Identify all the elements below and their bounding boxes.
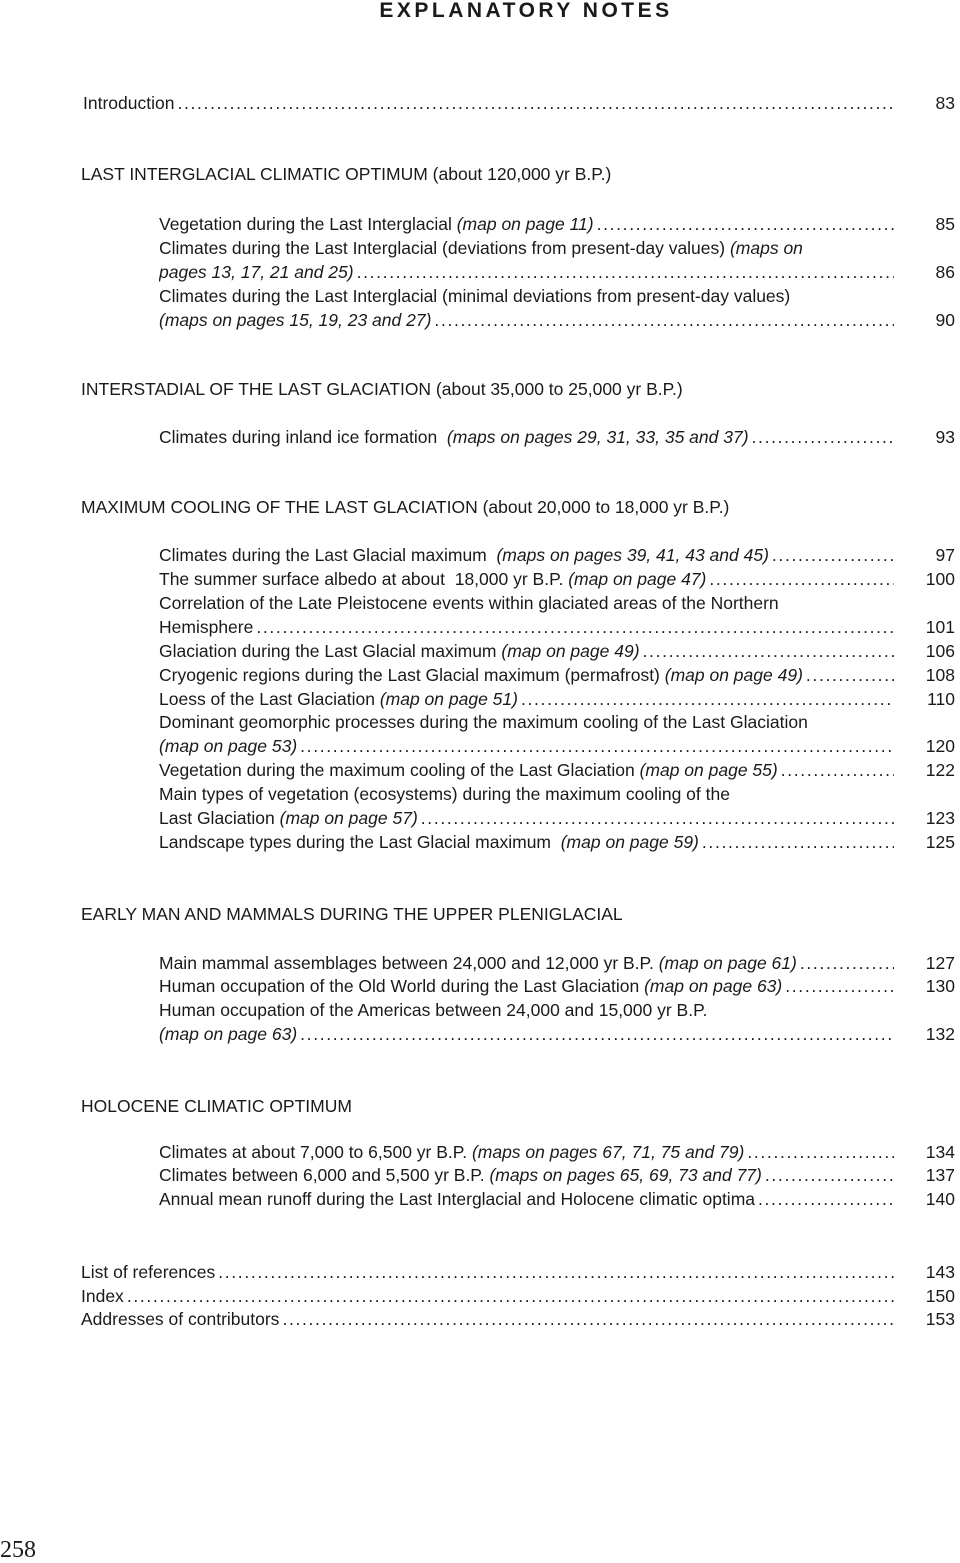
- page-ref: 150: [925, 1286, 955, 1306]
- page-ref: 130: [925, 976, 955, 996]
- page-title: EXPLANATORY NOTES: [379, 0, 673, 22]
- toc-entry[interactable]: [0, 260, 960, 284]
- toc-entry-row: [159, 543, 898, 567]
- toc-entry[interactable]: [0, 425, 960, 449]
- toc-entry[interactable]: [0, 974, 960, 998]
- entry-text: List of references: [81, 1262, 216, 1282]
- section-heading: LAST INTERGLACIAL CLIMATIC OPTIMUM (about 120,000 yr B.P.): [81, 164, 612, 184]
- page-ref: 106: [925, 641, 955, 661]
- entry-text-plain: Loess of the Last Glaciation: [159, 689, 380, 709]
- dot-leader: [282, 1307, 894, 1331]
- toc-entry[interactable]: [0, 687, 960, 711]
- toc-entry-row: [159, 1140, 898, 1164]
- entry-text-italic: (map on page 57): [279, 808, 418, 828]
- entry-text: [159, 308, 431, 332]
- entry-text-italic: (map on page 49): [501, 641, 640, 661]
- dot-leader: [597, 212, 894, 236]
- toc-entry[interactable]: [0, 212, 960, 236]
- entry-text-plain: Climates during the Last Glacial maximum: [159, 545, 497, 565]
- toc-entry-row: [159, 212, 898, 236]
- toc-entry[interactable]: [0, 543, 960, 567]
- entry-text: [159, 951, 797, 975]
- entry-text: [159, 734, 297, 758]
- entry-text-plain: Vegetation during the maximum cooling of the Last Glaciation: [159, 760, 640, 780]
- entry-text-plain: Vegetation during the Last Interglacial: [159, 214, 457, 234]
- entry-text: Annual mean runoff during the Last Interglacial and Holocene climatic optima: [159, 1189, 755, 1209]
- page-ref: 134: [925, 1142, 955, 1162]
- entry-text-italic: (maps on pages 15, 19, 23 and 27): [159, 310, 432, 330]
- toc-entry-row: [159, 974, 898, 998]
- entry-text: [159, 1140, 744, 1164]
- entry-text-italic: (map on page 63): [644, 976, 783, 996]
- entry-text: [159, 567, 706, 591]
- dot-leader: [781, 758, 894, 782]
- toc-entry[interactable]: [0, 830, 960, 854]
- entry-text: [159, 687, 518, 711]
- entry-text-italic: (map on page 11): [456, 214, 594, 234]
- entry-text: [159, 639, 640, 663]
- page-ref: 110: [927, 689, 955, 709]
- section-heading: EARLY MAN AND MAMMALS DURING THE UPPER PLENIGLACIAL: [81, 904, 623, 924]
- entry-text: [159, 260, 354, 284]
- entry-text-italic: (map on page 55): [639, 760, 778, 780]
- entry-text-plain: Climates between 6,000 and 5,500 yr B.P.: [159, 1165, 490, 1185]
- page-number: 258: [0, 1537, 36, 1563]
- page-ref: 120: [925, 736, 955, 756]
- toc-entry[interactable]: [0, 1187, 960, 1211]
- entry-text: [159, 212, 594, 236]
- entry-text-plain: Cryogenic regions during the Last Glacial maximum (permafrost): [159, 665, 665, 685]
- toc-entry-row: [159, 734, 898, 758]
- entry-text-plain: Glaciation during the Last Glacial maximum: [159, 641, 502, 661]
- toc-entry-row: [159, 639, 898, 663]
- entry-text-italic: (maps on pages 65, 69, 73 and 77): [489, 1165, 762, 1185]
- toc-entry-row: [159, 1022, 898, 1046]
- page-ref: 108: [925, 665, 955, 685]
- toc-entry-contributors[interactable]: [0, 1307, 960, 1331]
- entry-text: [159, 974, 782, 998]
- toc-entry[interactable]: [0, 1163, 960, 1187]
- entry-text-italic: (map on page 47): [568, 569, 707, 589]
- toc-entry-line1[interactable]: [0, 284, 960, 308]
- dot-leader: [300, 1022, 894, 1046]
- entry-text: Dominant geomorphic processes during the maximum cooling of the Last Glaciation: [159, 712, 808, 732]
- toc-entry-row: [159, 567, 898, 591]
- toc-entry-line1[interactable]: [0, 591, 960, 615]
- dot-leader: [709, 567, 894, 591]
- entry-text: [159, 758, 778, 782]
- dot-leader: [772, 543, 894, 567]
- toc-entry-row: [159, 260, 898, 284]
- entry-text: [159, 663, 803, 687]
- toc-entry-row: [159, 615, 898, 639]
- toc-entry[interactable]: [0, 567, 960, 591]
- section-heading: HOLOCENE CLIMATIC OPTIMUM: [81, 1096, 352, 1116]
- toc-entry-introduction[interactable]: [0, 91, 960, 115]
- page-ref: 122: [925, 760, 955, 780]
- page-ref: 85: [935, 214, 955, 234]
- dot-leader: [421, 806, 894, 830]
- page-ref: 100: [925, 569, 955, 589]
- toc-entry[interactable]: [0, 308, 960, 332]
- page-ref: 125: [925, 832, 955, 852]
- entry-text-italic: (maps on: [729, 238, 803, 258]
- dot-leader: [300, 734, 894, 758]
- toc-entry-row: [83, 91, 898, 115]
- toc-entry[interactable]: [0, 663, 960, 687]
- entry-text-plain: Main mammal assemblages between 24,000 and 12,000 yr B.P.: [159, 953, 659, 973]
- toc-entry-row: [81, 1260, 898, 1284]
- toc-entry-line1[interactable]: [0, 998, 960, 1022]
- page-ref: 140: [925, 1189, 955, 1209]
- entry-text-italic: (maps on pages 67, 71, 75 and 79): [471, 1142, 745, 1162]
- dot-leader: [357, 260, 894, 284]
- toc-entry[interactable]: [0, 615, 960, 639]
- entry-text-italic: (maps on pages 39, 41, 43 and 45): [496, 545, 769, 565]
- page-ref: 143: [925, 1262, 955, 1282]
- entry-text-italic: (map on page 49): [664, 665, 803, 685]
- dot-leader: [218, 1260, 894, 1284]
- dot-leader: [177, 91, 894, 115]
- dot-leader: [758, 1187, 894, 1211]
- toc-entry-row: [159, 687, 898, 711]
- toc-entry-index[interactable]: [0, 1284, 960, 1308]
- toc-entry-line1[interactable]: [0, 782, 960, 806]
- toc-entry-row: [159, 308, 898, 332]
- entry-text: Correlation of the Late Pleistocene events within glaciated areas of the Northern: [159, 593, 779, 613]
- entry-text: [159, 830, 699, 854]
- toc-entry-line1[interactable]: [0, 236, 960, 260]
- section-heading: MAXIMUM COOLING OF THE LAST GLACIATION (about 20,000 to 18,000 yr B.P.): [81, 497, 730, 517]
- toc-entry-references[interactable]: [0, 1260, 960, 1284]
- dot-leader: [702, 830, 894, 854]
- entry-text-plain: Climates at about 7,000 to 6,500 yr B.P.: [159, 1142, 472, 1162]
- dot-leader: [800, 951, 894, 975]
- dot-leader: [765, 1163, 894, 1187]
- page-ref: 86: [935, 262, 955, 282]
- dot-leader: [747, 1140, 894, 1164]
- toc-entry[interactable]: [0, 806, 960, 830]
- entry-text: [159, 1022, 297, 1046]
- page-ref: 93: [935, 427, 955, 447]
- entry-text-plain: Last Glaciation: [159, 808, 280, 828]
- entry-text-plain: Climates during the Last Interglacial (deviations from present-day values): [159, 238, 730, 258]
- entry-text-italic: (maps on pages 29, 31, 33, 35 and 37): [446, 427, 749, 447]
- toc-entry-row: [159, 758, 898, 782]
- toc-entry-row: [159, 951, 898, 975]
- dot-leader: [785, 974, 894, 998]
- page-ref: 83: [935, 93, 955, 113]
- dot-leader: [521, 687, 894, 711]
- entry-text: Index: [81, 1286, 124, 1306]
- toc-entry-row: [159, 830, 898, 854]
- entry-text-plain: Climates during inland ice formation: [159, 427, 447, 447]
- toc-entry[interactable]: [0, 639, 960, 663]
- toc-entry-row: [159, 1187, 898, 1211]
- dot-leader: [434, 308, 894, 332]
- toc-entry-row: [81, 1284, 898, 1308]
- entry-text: [159, 806, 418, 830]
- entry-text: Human occupation of the Americas between 24,000 and 15,000 yr B.P.: [159, 1000, 708, 1020]
- page-ref: 153: [925, 1309, 955, 1329]
- dot-leader: [643, 639, 894, 663]
- entry-text: Main types of vegetation (ecosystems) during the maximum cooling of the: [159, 784, 730, 804]
- entry-text-plain: Landscape types during the Last Glacial maximum: [159, 832, 561, 852]
- entry-text: [159, 425, 749, 449]
- toc-entry-row: [159, 425, 898, 449]
- toc-entry-row: [159, 806, 898, 830]
- entry-text-plain: Human occupation of the Old World during the Last Glaciation: [159, 976, 645, 996]
- section-heading: INTERSTADIAL OF THE LAST GLACIATION (about 35,000 to 25,000 yr B.P.): [81, 379, 683, 399]
- page-ref: 97: [935, 545, 955, 565]
- dot-leader: [127, 1284, 894, 1308]
- page-ref: 127: [925, 953, 955, 973]
- toc-entry[interactable]: [0, 734, 960, 758]
- entry-text: Climates during the Last Interglacial (minimal deviations from present-day values): [159, 286, 791, 306]
- entry-text-italic: (map on page 53): [159, 736, 298, 756]
- entry-text: [159, 236, 803, 260]
- dot-leader: [806, 663, 894, 687]
- entry-text: [159, 1163, 762, 1187]
- toc-entry[interactable]: [0, 1140, 960, 1164]
- toc-entry-row: [159, 1163, 898, 1187]
- entry-text: Addresses of contributors: [81, 1309, 280, 1329]
- toc-entry[interactable]: [0, 1022, 960, 1046]
- entry-text: [159, 543, 769, 567]
- entry-text-italic: (map on page 59): [560, 832, 699, 852]
- entry-text-plain: The summer surface albedo at about 18,000 yr B.P.: [159, 569, 569, 589]
- entry-text-italic: (map on page 63): [159, 1024, 298, 1044]
- entry-text: Introduction: [83, 93, 175, 113]
- dot-leader: [752, 425, 894, 449]
- entry-text: Hemisphere: [159, 617, 254, 637]
- toc-entry-line1[interactable]: [0, 710, 960, 734]
- page-ref: 123: [925, 808, 955, 828]
- page-ref: 137: [925, 1165, 955, 1185]
- toc-entry[interactable]: [0, 758, 960, 782]
- page-ref: 101: [925, 617, 955, 637]
- page-ref: 132: [925, 1024, 955, 1044]
- toc-entry-row: [159, 663, 898, 687]
- toc-entry[interactable]: [0, 951, 960, 975]
- page-ref: 90: [935, 310, 955, 330]
- entry-text-italic: pages 13, 17, 21 and 25): [159, 262, 354, 282]
- entry-text-italic: (map on page 61): [658, 953, 797, 973]
- toc-entry-row: [81, 1307, 898, 1331]
- entry-text-italic: (map on page 51): [379, 689, 518, 709]
- dot-leader: [256, 615, 894, 639]
